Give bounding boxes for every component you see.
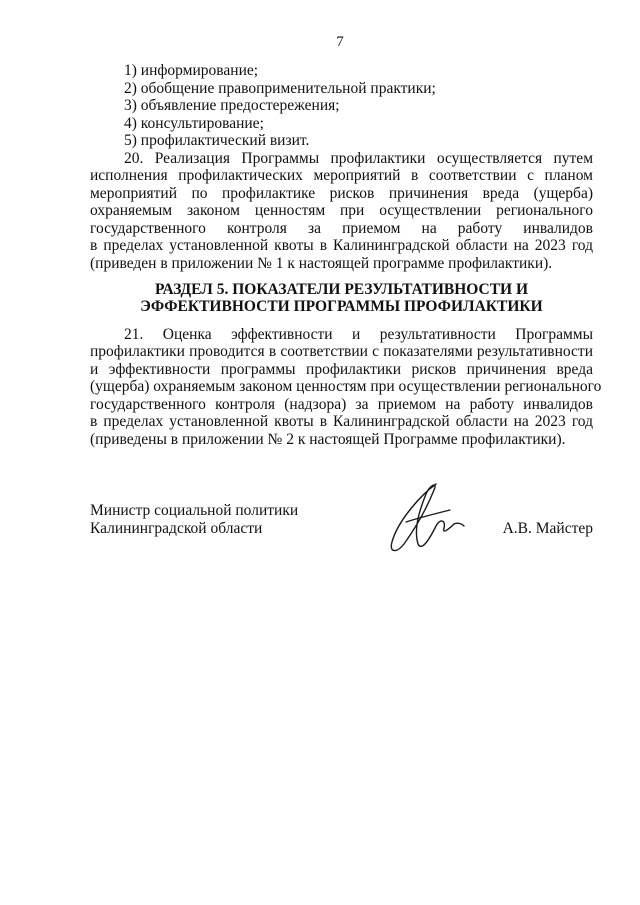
- paragraph-20-line: 20. Реализация Программы профилактики осуществляется путем: [124, 150, 593, 167]
- list-item: 2) обобщение правоприменительной практики;: [124, 80, 436, 97]
- paragraph-20-line: государственного контроля за приемом на работу инвалидов: [90, 220, 593, 237]
- paragraph-20-last-line: (приведен в приложении № 1 к настоящей программе профилактики).: [90, 255, 553, 272]
- paragraph-21-line: профилактики проводится в соответствии с показателями результативности: [90, 343, 593, 360]
- list-item: 5) профилактический визит.: [124, 132, 310, 149]
- paragraph-20-line: в пределах установленной квоты в Калининградской области на 2023 год: [90, 237, 593, 254]
- paragraph-21-line: (ущерба) охраняемым законом ценностям при осуществлении регионального: [90, 378, 602, 395]
- paragraph-20-line: исполнения профилактических мероприятий в соответствии с планом: [90, 167, 593, 184]
- paragraph-20-line: охраняемым законом ценностям при осуществлении регионального: [90, 202, 593, 219]
- section-heading-line2: ЭФФЕКТИВНОСТИ ПРОГРАММЫ ПРОФИЛАКТИКИ: [140, 298, 543, 315]
- signatory-position-line1: Министр социальной политики: [90, 502, 299, 519]
- signatory-name: А.В. Майстер: [502, 520, 593, 537]
- paragraph-21-line: и эффективности программы профилактики рисков причинения вреда: [90, 361, 593, 378]
- handwritten-signature: [384, 480, 466, 556]
- list-item: 3) объявление предостережения;: [124, 97, 340, 114]
- paragraph-21-line: 21. Оценка эффективности и результативности Программы: [124, 326, 593, 343]
- paragraph-21-line: государственного контроля (надзора) за приемом на работу инвалидов: [90, 396, 593, 413]
- list-item: 1) информирование;: [124, 62, 259, 79]
- signatory-position-line2: Калининградской области: [90, 520, 263, 537]
- list-item: 4) консультирование;: [124, 115, 264, 132]
- paragraph-21-last-line: (приведены в приложении № 2 к настоящей Программе профилактики).: [90, 431, 566, 448]
- paragraph-20-line: мероприятий по профилактике рисков причинения вреда (ущерба): [90, 185, 593, 202]
- page-number: 7: [336, 34, 344, 50]
- paragraph-21-line: в пределах установленной квоты в Калининградской области на 2023 год: [90, 413, 593, 430]
- section-heading-line1: РАЗДЕЛ 5. ПОКАЗАТЕЛИ РЕЗУЛЬТАТИВНОСТИ И: [154, 281, 529, 298]
